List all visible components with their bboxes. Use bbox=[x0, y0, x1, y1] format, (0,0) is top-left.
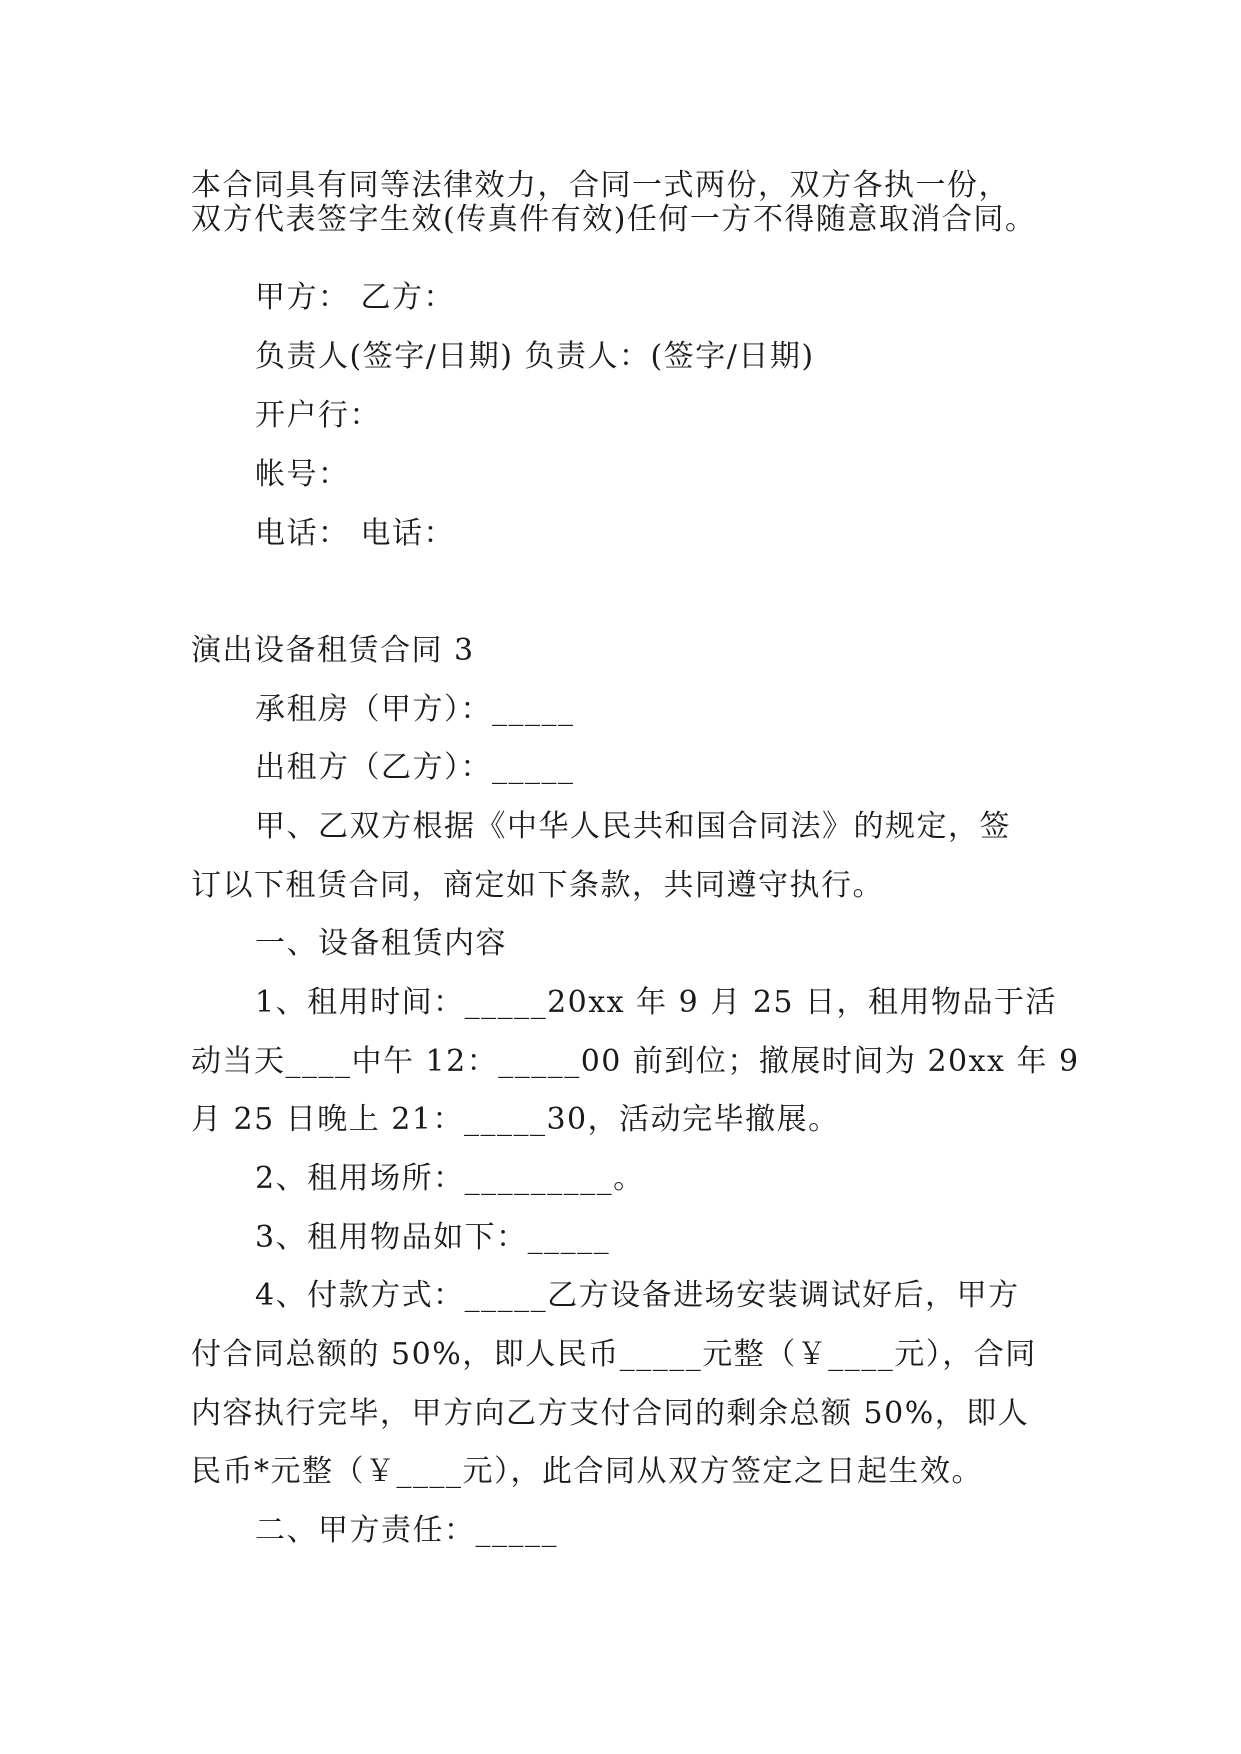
text-line: 双方代表签字生效(传真件有效)任何一方不得随意取消合同。 bbox=[191, 202, 1037, 237]
text-line: 甲、乙双方根据《中华人民共和国合同法》的规定，签 bbox=[255, 809, 1011, 844]
text-line: 订以下租赁合同，商定如下条款，共同遵守执行。 bbox=[191, 868, 884, 903]
lessor-line: 出租方（乙方）：_____ bbox=[255, 750, 575, 785]
text-line: 付合同总额的 50%，即人民币_____元整（￥____元），合同 bbox=[191, 1337, 1037, 1372]
lessee-line: 承租房（甲方）：_____ bbox=[255, 692, 575, 727]
text-line: 动当天____中午 12：_____00 前到位；撤展时间为 20xx 年 9 bbox=[191, 1044, 1080, 1079]
text-line: 本合同具有同等法律效力，合同一式两份，双方各执一份， bbox=[191, 168, 1010, 203]
section-title: 演出设备租赁合同 3 bbox=[191, 633, 475, 668]
clause-heading: 一、设备租赁内容 bbox=[255, 926, 507, 961]
text-line: 2、租用场所：_________。 bbox=[255, 1161, 645, 1196]
clause-heading: 二、甲方责任：_____ bbox=[255, 1513, 558, 1548]
text-line: 3、租用物品如下：_____ bbox=[255, 1220, 611, 1255]
signature-responsible: 负责人(签字/日期) 负责人：(签字/日期) bbox=[255, 339, 815, 374]
text-line: 月 25 日晚上 21：_____30，活动完毕撤展。 bbox=[191, 1102, 840, 1137]
text-line: 1、租用时间：_____20xx 年 9 月 25 日，租用物品于活 bbox=[255, 985, 1058, 1020]
text-line: 内容执行完毕，甲方向乙方支付合同的剩余总额 50%，即人 bbox=[191, 1396, 1030, 1431]
phone-line: 电话： 电话： bbox=[255, 516, 456, 551]
text-line: 4、付款方式：_____乙方设备进场安装调试好后，甲方 bbox=[255, 1278, 1020, 1313]
signature-parties: 甲方： 乙方： bbox=[255, 280, 456, 315]
bank-line: 开户行： bbox=[255, 398, 381, 433]
text-line: 民币*元整（￥____元），此合同从双方签定之日起生效。 bbox=[191, 1454, 983, 1489]
account-line: 帐号： bbox=[255, 457, 350, 492]
